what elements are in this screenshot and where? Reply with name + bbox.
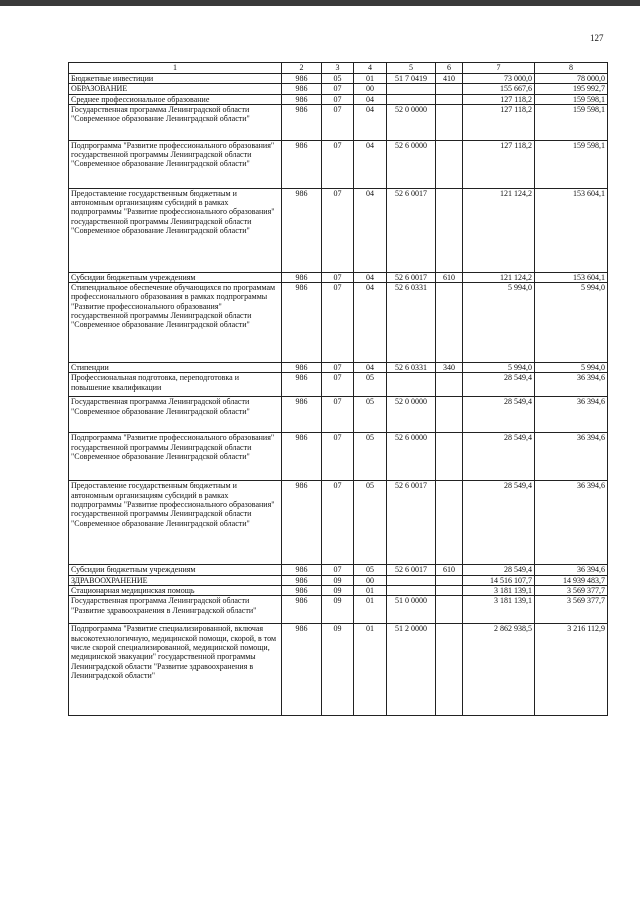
cell-col5 [387,84,436,94]
cell-col5: 52 6 0000 [387,433,436,481]
row-name: Среднее профессиональное образование [69,94,282,104]
cell-col3: 07 [322,397,354,433]
cell-col2: 986 [282,104,322,140]
cell-col6: 410 [436,74,463,84]
cell-col6 [436,188,463,272]
cell-col7: 28 549,4 [463,433,535,481]
header-cell: 2 [282,63,322,74]
table-row [69,586,608,596]
cell-col7: 127 118,2 [463,140,535,188]
table-row [69,397,608,433]
cell-col3: 07 [322,140,354,188]
cell-col5: 51 0 0000 [387,596,436,624]
cell-col7: 127 118,2 [463,94,535,104]
cell-col3: 07 [322,433,354,481]
cell-col4: 05 [354,481,387,565]
cell-col6 [436,84,463,94]
cell-col4: 00 [354,575,387,585]
cell-col8: 5 994,0 [535,363,608,373]
cell-col4: 01 [354,596,387,624]
header-cell: 7 [463,63,535,74]
cell-col3: 07 [322,272,354,282]
row-name: Подпрограмма "Развитие профессионального образования" государственной программы Ленинградской области "Современное образование Ленинградской области" [69,140,282,188]
cell-col6 [436,624,463,716]
row-name: Профессиональная подготовка, переподготовка и повышение квалификации [69,373,282,397]
cell-col8: 36 394,6 [535,373,608,397]
row-name: ЗДРАВООХРАНЕНИЕ [69,575,282,585]
table-row [69,373,608,397]
row-name: Подпрограмма "Развитие специализированной, включая высокотехнологичную, медицинской помощи, скорой, в том числе скорой специализированной, медицинской помощи, медицинской эвакуации" государственной программы Ленинградской области "Развитие здравоохранения в Ленинградской области" [69,624,282,716]
cell-col2: 986 [282,94,322,104]
row-name: Предоставление государственным бюджетным и автономным организациям субсидий в рамках подпрограммы "Развитие профессионального образования" государственной программы Ленинградской области "Современное образование Ленинградской области" [69,481,282,565]
cell-col5 [387,94,436,104]
cell-col5 [387,373,436,397]
cell-col5: 52 6 0331 [387,283,436,363]
header-cell: 8 [535,63,608,74]
cell-col5: 52 6 0000 [387,140,436,188]
header-cell: 5 [387,63,436,74]
cell-col3: 07 [322,565,354,575]
row-name: Государственная программа Ленинградской области "Современное образование Ленинградской области" [69,104,282,140]
cell-col7: 14 516 107,7 [463,575,535,585]
header-cell: 6 [436,63,463,74]
cell-col7: 73 000,0 [463,74,535,84]
row-name: Государственная программа Ленинградской области "Развитие здравоохранения в Ленинградской области" [69,596,282,624]
cell-col7: 3 181 139,1 [463,596,535,624]
table-row [69,624,608,716]
cell-col2: 986 [282,624,322,716]
cell-col3: 07 [322,481,354,565]
cell-col5: 52 6 0017 [387,188,436,272]
cell-col3: 09 [322,624,354,716]
row-name: Предоставление государственным бюджетным и автономным организациям субсидий в рамках подпрограммы "Развитие профессионального образования" государственной программы Ленинградской области "Современное образование Ленинградской области" [69,188,282,272]
cell-col4: 04 [354,283,387,363]
cell-col8: 159 598,1 [535,104,608,140]
cell-col5: 51 2 0000 [387,624,436,716]
table-row [69,363,608,373]
cell-col7: 5 994,0 [463,283,535,363]
cell-col2: 986 [282,363,322,373]
cell-col2: 986 [282,272,322,282]
cell-col2: 986 [282,596,322,624]
cell-col7: 3 181 139,1 [463,586,535,596]
cell-col8: 153 604,1 [535,188,608,272]
cell-col6 [436,283,463,363]
cell-col3: 07 [322,363,354,373]
scan-top-edge [0,0,640,6]
row-name: Государственная программа Ленинградской области "Современное образование Ленинградской области" [69,397,282,433]
table-row [69,272,608,282]
cell-col4: 04 [354,188,387,272]
cell-col8: 3 569 377,7 [535,596,608,624]
table-row [69,433,608,481]
cell-col8: 3 216 112,9 [535,624,608,716]
cell-col3: 09 [322,575,354,585]
table-row [69,94,608,104]
cell-col6: 610 [436,272,463,282]
cell-col6 [436,575,463,585]
cell-col5 [387,575,436,585]
cell-col5: 51 7 0419 [387,74,436,84]
cell-col2: 986 [282,140,322,188]
header-cell: 3 [322,63,354,74]
cell-col2: 986 [282,575,322,585]
cell-col2: 986 [282,188,322,272]
row-name: Подпрограмма "Развитие профессионального образования" государственной программы Ленинградской области "Современное образование Ленинградской области" [69,433,282,481]
cell-col7: 5 994,0 [463,363,535,373]
cell-col6 [436,586,463,596]
cell-col7: 127 118,2 [463,104,535,140]
cell-col7: 155 667,6 [463,84,535,94]
row-name: Стационарная медицинская помощь [69,586,282,596]
header-cell: 1 [69,63,282,74]
cell-col4: 00 [354,84,387,94]
table-row [69,575,608,585]
cell-col5: 52 6 0017 [387,272,436,282]
cell-col8: 159 598,1 [535,140,608,188]
cell-col8: 159 598,1 [535,94,608,104]
cell-col2: 986 [282,283,322,363]
cell-col5: 52 6 0331 [387,363,436,373]
cell-col6 [436,94,463,104]
cell-col4: 01 [354,586,387,596]
cell-col4: 05 [354,433,387,481]
cell-col2: 986 [282,74,322,84]
cell-col6 [436,104,463,140]
cell-col4: 04 [354,104,387,140]
table-row [69,84,608,94]
cell-col8: 14 939 483,7 [535,575,608,585]
cell-col3: 07 [322,94,354,104]
cell-col2: 986 [282,565,322,575]
table-row [69,481,608,565]
cell-col6 [436,373,463,397]
cell-col4: 04 [354,140,387,188]
row-name: Стипендии [69,363,282,373]
cell-col6 [436,397,463,433]
cell-col4: 05 [354,565,387,575]
cell-col3: 09 [322,586,354,596]
row-name: Стипендиальное обеспечение обучающихся по программам профессионального образования в рамках подпрограммы "Развитие профессионального образования" государственной программы Ленинградской области "Современное образование Ленинградской области" [69,283,282,363]
cell-col8: 78 000,0 [535,74,608,84]
cell-col6: 340 [436,363,463,373]
cell-col8: 195 992,7 [535,84,608,94]
cell-col3: 05 [322,74,354,84]
cell-col4: 04 [354,94,387,104]
cell-col2: 986 [282,433,322,481]
cell-col6: 610 [436,565,463,575]
cell-col8: 5 994,0 [535,283,608,363]
table-row [69,596,608,624]
row-name: Субсидии бюджетным учреждениям [69,272,282,282]
cell-col7: 2 862 938,5 [463,624,535,716]
table-row [69,140,608,188]
cell-col7: 121 124,2 [463,188,535,272]
cell-col3: 07 [322,283,354,363]
row-name: Бюджетные инвестиции [69,74,282,84]
row-name: Субсидии бюджетным учреждениям [69,565,282,575]
cell-col4: 01 [354,74,387,84]
cell-col8: 153 604,1 [535,272,608,282]
table-row [69,283,608,363]
cell-col7: 121 124,2 [463,272,535,282]
header-cell: 4 [354,63,387,74]
cell-col8: 3 569 377,7 [535,586,608,596]
cell-col5: 52 0 0000 [387,104,436,140]
cell-col3: 07 [322,188,354,272]
table-row [69,188,608,272]
cell-col3: 07 [322,373,354,397]
cell-col7: 28 549,4 [463,373,535,397]
cell-col2: 986 [282,586,322,596]
cell-col7: 28 549,4 [463,481,535,565]
cell-col4: 04 [354,272,387,282]
table-row [69,565,608,575]
table-row [69,74,608,84]
table-header-row [69,63,608,74]
row-name: ОБРАЗОВАНИЕ [69,84,282,94]
cell-col2: 986 [282,373,322,397]
cell-col8: 36 394,6 [535,397,608,433]
cell-col3: 09 [322,596,354,624]
cell-col5 [387,586,436,596]
budget-table [68,62,608,716]
cell-col8: 36 394,6 [535,481,608,565]
cell-col3: 07 [322,104,354,140]
cell-col2: 986 [282,397,322,433]
cell-col7: 28 549,4 [463,565,535,575]
table-row [69,104,608,140]
cell-col4: 04 [354,363,387,373]
cell-col5: 52 6 0017 [387,481,436,565]
cell-col8: 36 394,6 [535,433,608,481]
cell-col8: 36 394,6 [535,565,608,575]
page-number: 127 [590,33,604,43]
cell-col4: 05 [354,397,387,433]
cell-col5: 52 0 0000 [387,397,436,433]
cell-col6 [436,596,463,624]
cell-col7: 28 549,4 [463,397,535,433]
cell-col5: 52 6 0017 [387,565,436,575]
cell-col6 [436,481,463,565]
cell-col4: 01 [354,624,387,716]
cell-col4: 05 [354,373,387,397]
cell-col2: 986 [282,481,322,565]
cell-col6 [436,140,463,188]
cell-col3: 07 [322,84,354,94]
cell-col2: 986 [282,84,322,94]
cell-col6 [436,433,463,481]
